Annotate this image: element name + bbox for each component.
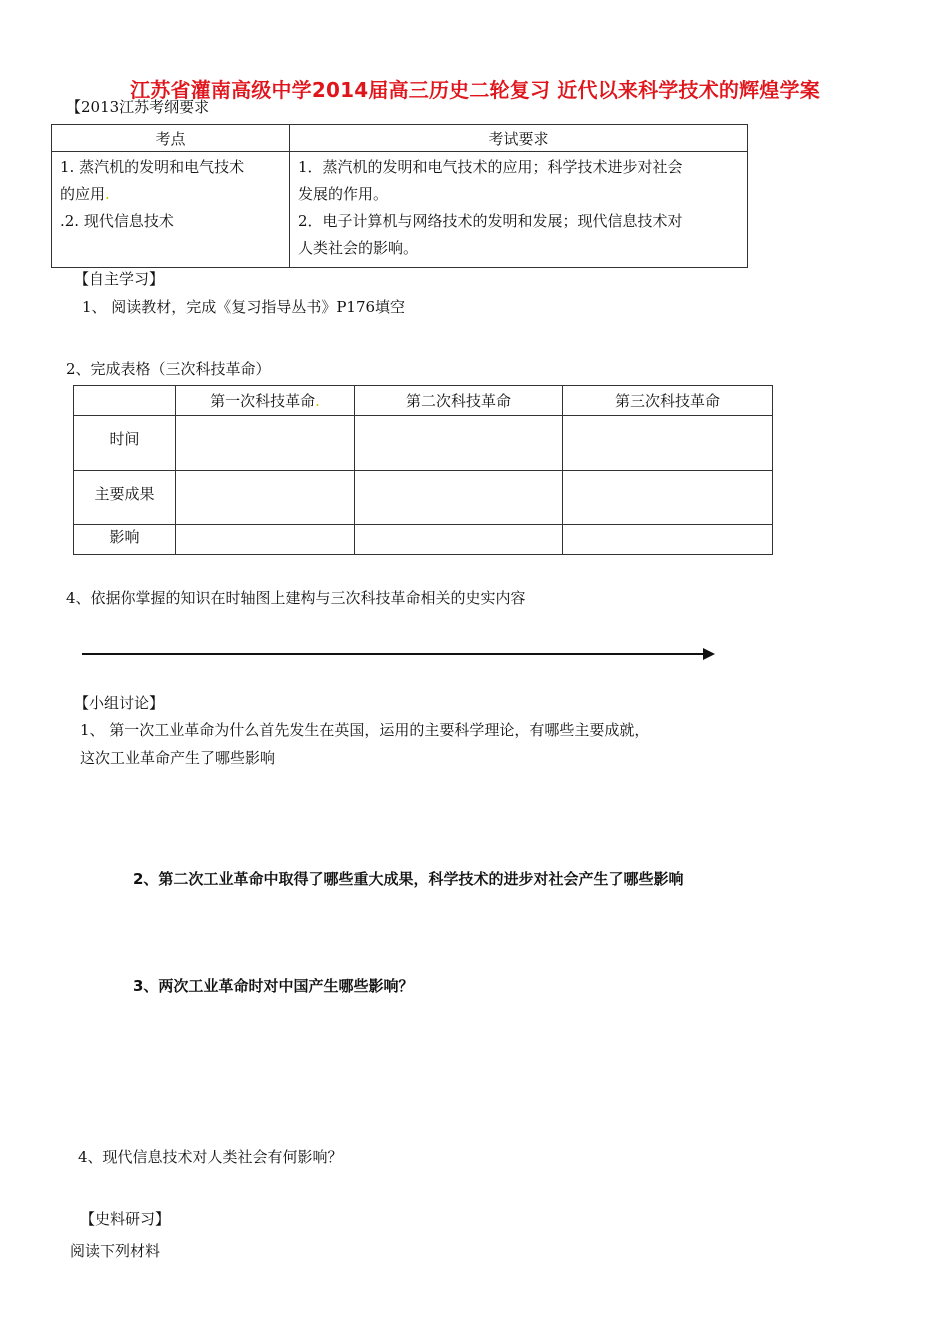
requirements-line-4: 人类社会的影响。 — [298, 239, 419, 257]
self-study-item-4: 4、依据你掌握的知识在时轴图上建构与三次科技革命相关的史实内容 — [66, 589, 526, 607]
cell-impact-first[interactable] — [176, 525, 355, 555]
requirements-line-2: 发展的作用。 — [298, 185, 389, 203]
syllabus-table — [51, 124, 748, 268]
question-2: 2、第二次工业革命中取得了哪些重大成果，科学技术的进步对社会产生了哪些影响 — [133, 870, 684, 888]
points-cell — [52, 152, 290, 268]
row-label-time: 时间 — [74, 416, 176, 471]
requirements-line-3: 2．电子计算机与网络技术的发明和发展；现代信息技术对 — [298, 212, 683, 230]
cell-achievements-third[interactable] — [563, 471, 773, 525]
row-label-achievements: 主要成果 — [74, 471, 176, 525]
cell-achievements-second[interactable] — [355, 471, 563, 525]
question-4: 4、现代信息技术对人类社会有何影响？ — [78, 1148, 343, 1166]
revolution-table — [73, 385, 773, 555]
group-discussion-heading: 【小组讨论】 — [74, 694, 165, 712]
source-study-instruction: 阅读下列材料 — [70, 1242, 161, 1260]
source-study-heading: 【史料研习】 — [80, 1210, 171, 1228]
points-line-3: .2. 现代信息技术 — [60, 212, 174, 230]
points-line-2: 的应用. — [60, 185, 110, 203]
cell-time-third[interactable] — [563, 416, 773, 471]
cell-achievements-first[interactable] — [176, 471, 355, 525]
timeline-axis — [82, 653, 704, 655]
cell-impact-second[interactable] — [355, 525, 563, 555]
syllabus-heading: 【2013江苏考纲要求 — [66, 98, 210, 116]
page-title: 江苏省灌南高级中学2014届高三历史二轮复习 近代以来科学技术的辉煌学案 — [130, 78, 820, 102]
timeline-arrow-icon — [703, 648, 715, 660]
cell-time-first[interactable] — [176, 416, 355, 471]
self-study-heading: 【自主学习】 — [74, 270, 165, 288]
question-1-line-1: 1、 第一次工业革命为什么首先发生在英国，运用的主要科学理论，有哪些主要成就， — [80, 721, 650, 739]
self-study-item-1: 1、 阅读教材，完成《复习指导丛书》P176填空 — [82, 298, 406, 316]
col-header-points: 考点 — [52, 125, 290, 152]
header-second-revolution: 第二次科技革命 — [355, 386, 563, 416]
requirements-cell — [290, 152, 748, 268]
question-1-line-2: 这次工业革命产生了哪些影响 — [80, 749, 276, 767]
row-label-impact: 影响 — [74, 525, 176, 555]
cell-impact-third[interactable] — [563, 525, 773, 555]
header-first-revolution: 第一次科技革命. — [176, 386, 355, 416]
self-study-item-2: 2、完成表格（三次科技革命） — [66, 360, 271, 378]
revolution-corner-cell — [74, 386, 176, 416]
header-third-revolution: 第三次科技革命 — [563, 386, 773, 416]
requirements-line-1: 1．蒸汽机的发明和电气技术的应用；科学技术进步对社会 — [298, 158, 683, 176]
points-line-1: 1. 蒸汽机的发明和电气技术 — [60, 158, 245, 176]
col-header-requirements: 考试要求 — [290, 125, 748, 152]
question-3: 3、两次工业革命时对中国产生哪些影响？ — [133, 977, 414, 995]
cell-time-second[interactable] — [355, 416, 563, 471]
